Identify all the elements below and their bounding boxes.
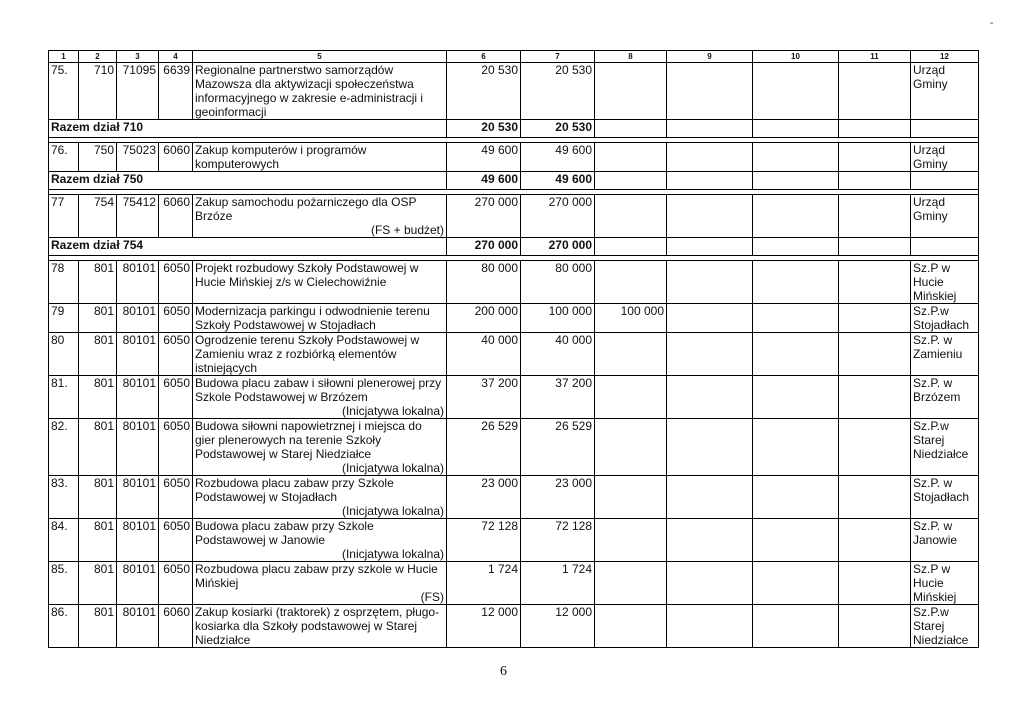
value-col10 bbox=[753, 195, 839, 238]
value-col8 bbox=[595, 376, 667, 419]
paragraf-cell: 6060 bbox=[159, 605, 193, 648]
value-col9 bbox=[667, 333, 753, 376]
value-col8 bbox=[595, 519, 667, 562]
value-col10 bbox=[753, 63, 839, 120]
value-col11 bbox=[839, 562, 911, 605]
rozdzial-cell: 80101 bbox=[117, 333, 159, 376]
value-col10 bbox=[753, 562, 839, 605]
description-cell bbox=[193, 376, 447, 419]
dzial-cell: 801 bbox=[79, 562, 117, 605]
value-col7: 1 724 bbox=[521, 562, 595, 605]
unit-cell: Sz.P. w Stojadłach bbox=[911, 476, 979, 519]
unit-cell: Sz.P. w Janowie bbox=[911, 519, 979, 562]
value-col11 bbox=[839, 605, 911, 648]
value-col8 bbox=[595, 562, 667, 605]
description-cell bbox=[193, 562, 447, 605]
row-number: 82. bbox=[49, 419, 79, 476]
table-row bbox=[49, 304, 979, 333]
description-text: Modernizacja parkingu i odwodnienie terenu Szkoły Podstawowej w Stojadłach bbox=[195, 304, 430, 332]
paragraf-cell: 6050 bbox=[159, 519, 193, 562]
table-row bbox=[49, 333, 979, 376]
dzial-cell: 801 bbox=[79, 519, 117, 562]
dzial-cell: 801 bbox=[79, 476, 117, 519]
section-total-label: Razem dział 750 bbox=[49, 172, 447, 190]
value-col7: 20 530 bbox=[521, 63, 595, 120]
value-col7: 40 000 bbox=[521, 333, 595, 376]
empty-cell bbox=[667, 120, 753, 138]
value-col10 bbox=[753, 476, 839, 519]
value-col10 bbox=[753, 304, 839, 333]
description-cell bbox=[193, 476, 447, 519]
rozdzial-cell: 80101 bbox=[117, 261, 159, 304]
rozdzial-cell: 80101 bbox=[117, 476, 159, 519]
description-text: Budowa siłowni napowietrznej i miejsca do gier plenerowych na terenie Szkoły Podstawowej w Starej Niedziałce bbox=[195, 419, 422, 461]
description-cell bbox=[193, 143, 447, 172]
row-number: 79 bbox=[49, 304, 79, 333]
value-col7: 49 600 bbox=[521, 143, 595, 172]
value-col6: 12 000 bbox=[447, 605, 521, 648]
value-col7: 72 128 bbox=[521, 519, 595, 562]
column-number: 2 bbox=[79, 51, 117, 63]
value-col7: 37 200 bbox=[521, 376, 595, 419]
section-total-c7: 270 000 bbox=[521, 238, 595, 256]
paragraf-cell: 6050 bbox=[159, 304, 193, 333]
value-col6: 80 000 bbox=[447, 261, 521, 304]
column-number: 4 bbox=[159, 51, 193, 63]
rozdzial-cell: 75023 bbox=[117, 143, 159, 172]
description-cell bbox=[193, 63, 447, 120]
description-note: (FS + budżet) bbox=[370, 223, 444, 237]
description-cell bbox=[193, 605, 447, 648]
dzial-cell: 801 bbox=[79, 419, 117, 476]
column-number: 12 bbox=[911, 51, 979, 63]
value-col9 bbox=[667, 476, 753, 519]
dzial-cell: 801 bbox=[79, 333, 117, 376]
description-cell bbox=[193, 419, 447, 476]
value-col8 bbox=[595, 195, 667, 238]
description-cell bbox=[193, 195, 447, 238]
dzial-cell: 801 bbox=[79, 261, 117, 304]
rozdzial-cell: 71095 bbox=[117, 63, 159, 120]
unit-cell: Urząd Gminy bbox=[911, 195, 979, 238]
description-note: (Inicjatywa lokalna) bbox=[341, 404, 444, 418]
value-col8 bbox=[595, 476, 667, 519]
value-col10 bbox=[753, 519, 839, 562]
dzial-cell: 801 bbox=[79, 376, 117, 419]
row-number: 86. bbox=[49, 605, 79, 648]
value-col10 bbox=[753, 376, 839, 419]
column-number: 6 bbox=[447, 51, 521, 63]
description-cell bbox=[193, 261, 447, 304]
page-number: 6 bbox=[500, 664, 507, 679]
empty-cell bbox=[839, 238, 911, 256]
dzial-cell: 754 bbox=[79, 195, 117, 238]
value-col10 bbox=[753, 333, 839, 376]
empty-cell bbox=[595, 238, 667, 256]
value-col10 bbox=[753, 143, 839, 172]
section-total-c7: 49 600 bbox=[521, 172, 595, 190]
column-number: 11 bbox=[839, 51, 911, 63]
rozdzial-cell: 80101 bbox=[117, 376, 159, 419]
value-col9 bbox=[667, 143, 753, 172]
value-col6: 26 529 bbox=[447, 419, 521, 476]
value-col9 bbox=[667, 261, 753, 304]
description-text: Zakup komputerów i programów komputerowych bbox=[195, 143, 367, 171]
paragraf-cell: 6050 bbox=[159, 261, 193, 304]
empty-cell bbox=[911, 120, 979, 138]
unit-cell: Sz.P. w Brzózem bbox=[911, 376, 979, 419]
value-col9 bbox=[667, 376, 753, 419]
paragraf-cell: 6639 bbox=[159, 63, 193, 120]
table-row bbox=[49, 195, 979, 238]
value-col11 bbox=[839, 304, 911, 333]
empty-cell bbox=[911, 238, 979, 256]
value-col11 bbox=[839, 195, 911, 238]
empty-cell bbox=[667, 172, 753, 190]
description-cell bbox=[193, 304, 447, 333]
description-note: (Inicjatywa lokalna) bbox=[341, 504, 444, 518]
unit-cell: Sz.P.w Stojadłach bbox=[911, 304, 979, 333]
value-col6: 72 128 bbox=[447, 519, 521, 562]
row-number: 78 bbox=[49, 261, 79, 304]
description-note: (Inicjatywa lokalna) bbox=[341, 461, 444, 475]
column-number-row bbox=[49, 51, 979, 63]
value-col9 bbox=[667, 419, 753, 476]
budget-table bbox=[48, 50, 979, 648]
empty-cell bbox=[595, 120, 667, 138]
table-row bbox=[49, 63, 979, 120]
empty-cell bbox=[839, 172, 911, 190]
rozdzial-cell: 75412 bbox=[117, 195, 159, 238]
value-col7: 23 000 bbox=[521, 476, 595, 519]
corner-mark: - bbox=[990, 18, 994, 29]
column-number: 1 bbox=[49, 51, 79, 63]
empty-cell bbox=[595, 172, 667, 190]
dzial-cell: 801 bbox=[79, 304, 117, 333]
column-number: 10 bbox=[753, 51, 839, 63]
section-total-row bbox=[49, 172, 979, 190]
value-col6: 40 000 bbox=[447, 333, 521, 376]
rozdzial-cell: 80101 bbox=[117, 519, 159, 562]
description-text: Budowa placu zabaw przy Szkole Podstawowej w Janowie bbox=[195, 519, 374, 547]
empty-cell bbox=[911, 172, 979, 190]
dzial-cell: 710 bbox=[79, 63, 117, 120]
paragraf-cell: 6050 bbox=[159, 419, 193, 476]
value-col11 bbox=[839, 476, 911, 519]
value-col8 bbox=[595, 333, 667, 376]
unit-cell: Sz.P.w Starej Niedziałce bbox=[911, 605, 979, 648]
description-text: Zakup samochodu pożarniczego dla OSP Brzóze bbox=[195, 195, 417, 223]
value-col9 bbox=[667, 304, 753, 333]
value-col10 bbox=[753, 419, 839, 476]
description-text: Projekt rozbudowy Szkoły Podstawowej w Hucie Mińskiej z/s w Cielechowiźnie bbox=[195, 261, 419, 289]
description-note: (FS) bbox=[420, 590, 444, 604]
row-number: 85. bbox=[49, 562, 79, 605]
description-note: (Inicjatywa lokalna) bbox=[341, 547, 444, 561]
row-number: 76. bbox=[49, 143, 79, 172]
value-col9 bbox=[667, 605, 753, 648]
paragraf-cell: 6050 bbox=[159, 333, 193, 376]
section-total-c6: 270 000 bbox=[447, 238, 521, 256]
description-text: Zakup kosiarki (traktorek) z osprzętem, pługo-kosiarka dla Szkoły podstawowej w Starej Niedziałce bbox=[195, 605, 440, 647]
description-cell bbox=[193, 333, 447, 376]
unit-cell: Urząd Gminy bbox=[911, 143, 979, 172]
value-col6: 200 000 bbox=[447, 304, 521, 333]
paragraf-cell: 6050 bbox=[159, 376, 193, 419]
unit-cell: Sz.P w Hucie Mińskiej bbox=[911, 562, 979, 605]
description-text: Regionalne partnerstwo samorządów Mazowsza dla aktywizacji społeczeństwa informacyjnego w zakresie e-administracji i geoinformacji bbox=[195, 63, 424, 119]
unit-cell: Sz.P w Hucie Mińskiej bbox=[911, 261, 979, 304]
description-text: Rozbudowa placu zabaw przy szkole w Hucie Mińskiej bbox=[195, 562, 438, 590]
row-number: 83. bbox=[49, 476, 79, 519]
column-number: 7 bbox=[521, 51, 595, 63]
paragraf-cell: 6050 bbox=[159, 562, 193, 605]
dzial-cell: 750 bbox=[79, 143, 117, 172]
empty-cell bbox=[753, 238, 839, 256]
section-total-row bbox=[49, 120, 979, 138]
column-number: 8 bbox=[595, 51, 667, 63]
value-col11 bbox=[839, 519, 911, 562]
section-total-c6: 20 530 bbox=[447, 120, 521, 138]
section-total-row bbox=[49, 238, 979, 256]
paragraf-cell: 6060 bbox=[159, 143, 193, 172]
rozdzial-cell: 80101 bbox=[117, 304, 159, 333]
table-row bbox=[49, 476, 979, 519]
value-col8 bbox=[595, 143, 667, 172]
description-cell bbox=[193, 519, 447, 562]
value-col6: 49 600 bbox=[447, 143, 521, 172]
paragraf-cell: 6050 bbox=[159, 476, 193, 519]
value-col10 bbox=[753, 261, 839, 304]
value-col9 bbox=[667, 519, 753, 562]
column-number: 9 bbox=[667, 51, 753, 63]
paragraf-cell: 6060 bbox=[159, 195, 193, 238]
table-row bbox=[49, 519, 979, 562]
description-text: Rozbudowa placu zabaw przy Szkole Podstawowej w Stojadłach bbox=[195, 476, 394, 504]
table-row bbox=[49, 376, 979, 419]
value-col8 bbox=[595, 261, 667, 304]
unit-cell: Urząd Gminy bbox=[911, 63, 979, 120]
row-number: 84. bbox=[49, 519, 79, 562]
value-col11 bbox=[839, 333, 911, 376]
unit-cell: Sz.P.w Starej Niedziałce bbox=[911, 419, 979, 476]
column-number: 3 bbox=[117, 51, 159, 63]
value-col7: 270 000 bbox=[521, 195, 595, 238]
rozdzial-cell: 80101 bbox=[117, 605, 159, 648]
value-col10 bbox=[753, 605, 839, 648]
description-text: Budowa placu zabaw i siłowni plenerowej przy Szkole Podstawowej w Brzózem bbox=[195, 376, 442, 404]
value-col9 bbox=[667, 195, 753, 238]
value-col11 bbox=[839, 419, 911, 476]
value-col6: 23 000 bbox=[447, 476, 521, 519]
value-col8: 100 000 bbox=[595, 304, 667, 333]
table-body bbox=[49, 51, 979, 648]
table-row bbox=[49, 605, 979, 648]
value-col6: 20 530 bbox=[447, 63, 521, 120]
section-total-c6: 49 600 bbox=[447, 172, 521, 190]
empty-cell bbox=[753, 120, 839, 138]
unit-cell: Sz.P. w Zamieniu bbox=[911, 333, 979, 376]
value-col11 bbox=[839, 261, 911, 304]
value-col11 bbox=[839, 143, 911, 172]
section-total-c7: 20 530 bbox=[521, 120, 595, 138]
value-col7: 12 000 bbox=[521, 605, 595, 648]
value-col8 bbox=[595, 63, 667, 120]
empty-cell bbox=[667, 238, 753, 256]
value-col7: 26 529 bbox=[521, 419, 595, 476]
table-row bbox=[49, 261, 979, 304]
dzial-cell: 801 bbox=[79, 605, 117, 648]
value-col9 bbox=[667, 562, 753, 605]
value-col11 bbox=[839, 63, 911, 120]
value-col8 bbox=[595, 605, 667, 648]
description-text: Ogrodzenie terenu Szkoły Podstawowej w Zamieniu wraz z rozbiórką elementów istniejących bbox=[195, 333, 420, 375]
row-number: 77 bbox=[49, 195, 79, 238]
row-number: 75. bbox=[49, 63, 79, 120]
section-total-label: Razem dział 754 bbox=[49, 238, 447, 256]
value-col11 bbox=[839, 376, 911, 419]
value-col8 bbox=[595, 419, 667, 476]
row-number: 81. bbox=[49, 376, 79, 419]
table-row bbox=[49, 143, 979, 172]
value-col7: 100 000 bbox=[521, 304, 595, 333]
empty-cell bbox=[839, 120, 911, 138]
value-col6: 1 724 bbox=[447, 562, 521, 605]
empty-cell bbox=[753, 172, 839, 190]
value-col6: 37 200 bbox=[447, 376, 521, 419]
value-col9 bbox=[667, 63, 753, 120]
table-row bbox=[49, 562, 979, 605]
column-number: 5 bbox=[193, 51, 447, 63]
rozdzial-cell: 80101 bbox=[117, 562, 159, 605]
value-col6: 270 000 bbox=[447, 195, 521, 238]
row-number: 80 bbox=[49, 333, 79, 376]
rozdzial-cell: 80101 bbox=[117, 419, 159, 476]
table-row bbox=[49, 419, 979, 476]
section-total-label: Razem dział 710 bbox=[49, 120, 447, 138]
value-col7: 80 000 bbox=[521, 261, 595, 304]
